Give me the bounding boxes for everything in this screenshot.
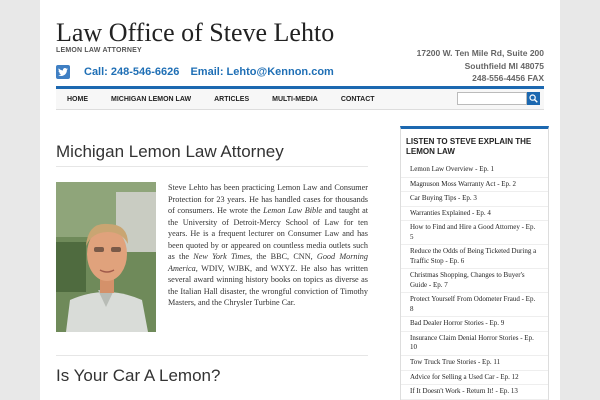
attorney-photo: [56, 182, 156, 332]
nav-articles[interactable]: ARTICLES: [214, 95, 250, 103]
podcast-sidebar: [400, 126, 549, 400]
twitter-icon[interactable]: [56, 65, 70, 79]
address-street: 17200 W. Ten Mile Rd, Suite 200: [416, 48, 544, 58]
email-link[interactable]: Email: Lehto@Kennon.com: [190, 66, 334, 78]
media-outlet: Good Morning America: [168, 252, 368, 273]
episode-link[interactable]: Insurance Claim Denial Horror Stories - Ep. 10: [401, 332, 548, 356]
episode-link[interactable]: Magnuson Moss Warranty Act - Ep. 2: [401, 178, 548, 193]
section-heading: Is Your Car A Lemon?: [56, 366, 221, 385]
bio-text: , the BBC, CNN,: [250, 252, 317, 261]
search-input[interactable]: [457, 92, 527, 105]
page-title: Michigan Lemon Law Attorney: [56, 142, 284, 161]
episode-link[interactable]: Warranties Explained - Ep. 4: [401, 207, 548, 222]
address-city: Southfield MI 48075: [464, 60, 544, 71]
divider: [56, 355, 368, 356]
attorney-bio: [168, 182, 368, 309]
nav-home[interactable]: HOME: [67, 95, 88, 103]
episode-link[interactable]: How to Find and Hire a Good Attorney - Ep. 5: [401, 221, 548, 245]
divider: [56, 166, 368, 167]
sidebar-title: LISTEN TO STEVE EXPLAIN THE LEMON LAW: [406, 137, 532, 156]
episode-link[interactable]: Advice for Selling a Used Car - Ep. 12: [401, 371, 548, 386]
bio-text: , WDIV, WJBK, and WXYZ. He also has written several award winning history books on topics as diverse as the Italian Hall disaster, the wrongful conviction of Timothy Masters, and the Chrysler Turbine Car.: [168, 263, 368, 307]
nav-contact[interactable]: CONTACT: [340, 95, 375, 103]
site-title[interactable]: Law Office of Steve Lehto: [56, 18, 335, 47]
bio-text: and taught at the University of Detroit-Mercy School of Law for ten years. He is a frequent lecturer on Consumer Law and has been quoted by or appeared on countless media outlets such as the: [168, 206, 368, 261]
page: [40, 0, 560, 400]
episode-link[interactable]: Christmas Shopping, Changes to Buyer's Guide - Ep. 7: [401, 269, 548, 293]
episode-link[interactable]: Bad Dealer Horror Stories - Ep. 9: [401, 317, 548, 332]
episode-link[interactable]: Car Buying Tips - Ep. 3: [401, 192, 548, 207]
episode-link[interactable]: If It Doesn't Work - Return It! - Ep. 13: [401, 385, 548, 400]
episode-link[interactable]: Protect Yourself From Odometer Fraud - Ep. 8: [401, 293, 548, 317]
office-address: [417, 47, 544, 85]
nav-michigan-lemon-law[interactable]: MICHIGAN LEMON LAW: [111, 95, 192, 103]
bio-text: Steve Lehto has been practicing Lemon Law and Consumer Protection for 23 years. He has handled cases for thousands of consumers. He wrote the: [168, 183, 368, 215]
site-tagline: LEMON LAW ATTORNEY: [56, 47, 142, 54]
contact-row: [56, 64, 342, 80]
phone-link[interactable]: Call: 248-546-6626: [84, 66, 180, 78]
episode-link[interactable]: Lemon Law Overview - Ep. 1: [401, 163, 548, 178]
fax-number: 248-556-4456 FAX: [472, 73, 544, 83]
search-icon[interactable]: [527, 92, 540, 105]
media-outlet: New York Times: [193, 252, 251, 261]
nav-multi-media[interactable]: MULTI-MEDIA: [272, 95, 318, 103]
book-title: Lemon Law Bible: [263, 206, 322, 215]
episode-link[interactable]: Reduce the Odds of Being Ticketed During a Traffic Stop - Ep. 6: [401, 245, 548, 269]
main-nav: [56, 86, 544, 110]
search-form: [457, 92, 540, 105]
episode-link[interactable]: Tow Truck True Stories - Ep. 11: [401, 356, 548, 371]
